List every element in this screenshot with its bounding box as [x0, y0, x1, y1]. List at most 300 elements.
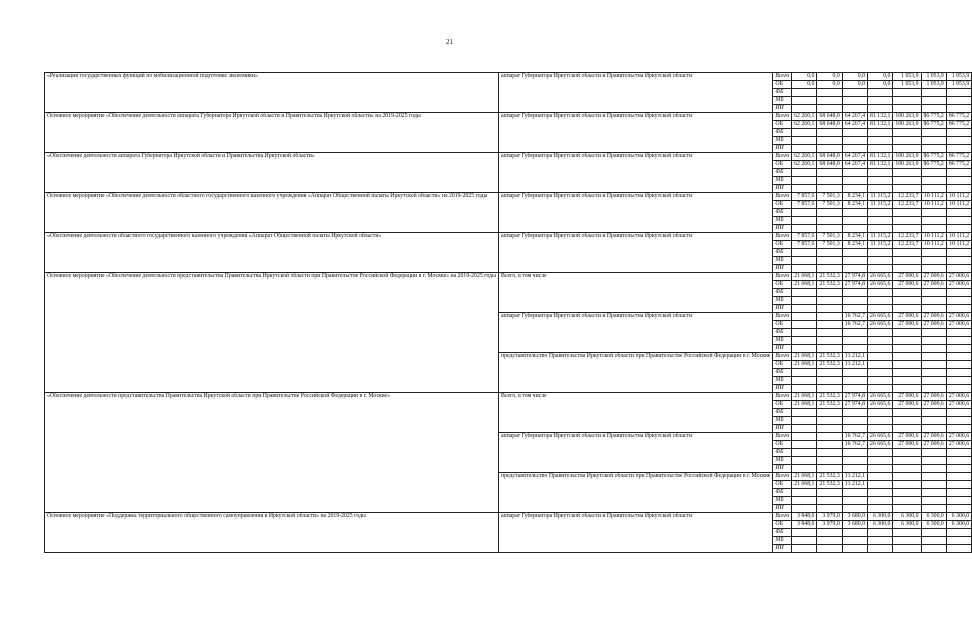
- funding-source-cell: ФБ: [773, 169, 792, 177]
- amount-cell: [893, 481, 921, 489]
- amount-cell: [792, 265, 817, 273]
- amount-cell: [893, 417, 921, 425]
- amount-cell: [868, 505, 893, 513]
- amount-cell: [868, 497, 893, 505]
- amount-cell: [921, 209, 946, 217]
- amount-cell: [868, 449, 893, 457]
- amount-cell: [921, 177, 946, 185]
- table-row: [45, 233, 972, 241]
- amount-cell: [868, 257, 893, 265]
- amount-cell: [893, 537, 921, 545]
- amount-cell: 7 501,3: [817, 201, 842, 209]
- amount-cell: [817, 217, 842, 225]
- funding-source-cell: ОБ: [773, 281, 792, 289]
- amount-cell: [842, 465, 867, 473]
- amount-cell: [868, 353, 893, 361]
- amount-cell: [868, 177, 893, 185]
- amount-cell: [817, 345, 842, 353]
- amount-cell: 11 115,2: [868, 241, 893, 249]
- funding-source-cell: ИИ: [773, 145, 792, 153]
- amount-cell: 10 111,2: [946, 193, 971, 201]
- funding-source-cell: МБ: [773, 457, 792, 465]
- funding-source-cell: ОБ: [773, 441, 792, 449]
- amount-cell: [921, 473, 946, 481]
- amount-cell: [946, 305, 971, 313]
- amount-cell: [842, 289, 867, 297]
- funding-source-cell: ИИ: [773, 265, 792, 273]
- amount-cell: [921, 449, 946, 457]
- amount-cell: [817, 489, 842, 497]
- amount-cell: 27 000,6: [921, 281, 946, 289]
- amount-cell: 8 234,1: [842, 233, 867, 241]
- amount-cell: 3 848,6: [792, 521, 817, 529]
- amount-cell: 11 115,2: [868, 193, 893, 201]
- amount-cell: [792, 465, 817, 473]
- funding-source-cell: ИИ: [773, 225, 792, 233]
- amount-cell: [792, 321, 817, 329]
- amount-cell: [842, 369, 867, 377]
- amount-cell: [946, 353, 971, 361]
- amount-cell: 1 053,9: [921, 81, 946, 89]
- amount-cell: [946, 97, 971, 105]
- amount-cell: 21 668,1: [792, 361, 817, 369]
- funding-source-cell: МБ: [773, 97, 792, 105]
- amount-cell: [946, 505, 971, 513]
- funding-source-cell: МБ: [773, 297, 792, 305]
- amount-cell: [946, 417, 971, 425]
- amount-cell: [921, 353, 946, 361]
- amount-cell: [921, 529, 946, 537]
- amount-cell: 27 000,6: [946, 401, 971, 409]
- amount-cell: 10 111,2: [946, 201, 971, 209]
- amount-cell: 27 000,6: [893, 281, 921, 289]
- amount-cell: 27 000,6: [921, 401, 946, 409]
- funding-source-cell: ОБ: [773, 401, 792, 409]
- amount-cell: 27 000,6: [893, 441, 921, 449]
- amount-cell: 64 267,4: [842, 153, 867, 161]
- amount-cell: [893, 209, 921, 217]
- amount-cell: 27 000,6: [946, 273, 971, 281]
- amount-cell: [921, 265, 946, 273]
- amount-cell: [868, 265, 893, 273]
- amount-cell: [842, 137, 867, 145]
- amount-cell: [817, 545, 842, 553]
- measure-name-cell: Основное мероприятие «Поддержка территориального общественного самоуправления в Иркутской области» на 2019-2025 годы: [45, 513, 499, 553]
- amount-cell: [921, 169, 946, 177]
- amount-cell: [817, 409, 842, 417]
- funding-source-cell: Всего: [773, 433, 792, 441]
- amount-cell: [893, 529, 921, 537]
- table-row: [45, 513, 972, 521]
- amount-cell: 27 000,6: [893, 313, 921, 321]
- amount-cell: 64 267,4: [842, 121, 867, 129]
- funding-source-cell: ФБ: [773, 409, 792, 417]
- amount-cell: 0,0: [842, 73, 867, 81]
- amount-cell: [792, 337, 817, 345]
- amount-cell: [842, 497, 867, 505]
- amount-cell: [893, 257, 921, 265]
- amount-cell: [868, 137, 893, 145]
- amount-cell: [842, 177, 867, 185]
- amount-cell: 8 234,1: [842, 201, 867, 209]
- amount-cell: [792, 433, 817, 441]
- amount-cell: [842, 337, 867, 345]
- amount-cell: [946, 497, 971, 505]
- amount-cell: 6 300,0: [893, 521, 921, 529]
- funding-source-cell: ФБ: [773, 89, 792, 97]
- amount-cell: 27 974,8: [842, 393, 867, 401]
- amount-cell: [893, 177, 921, 185]
- amount-cell: [893, 497, 921, 505]
- amount-cell: [868, 417, 893, 425]
- amount-cell: [893, 137, 921, 145]
- funding-source-cell: ИИ: [773, 305, 792, 313]
- amount-cell: [817, 257, 842, 265]
- amount-cell: [817, 369, 842, 377]
- amount-cell: [921, 297, 946, 305]
- amount-cell: [921, 257, 946, 265]
- amount-cell: 12 233,7: [893, 193, 921, 201]
- amount-cell: [792, 329, 817, 337]
- amount-cell: [921, 225, 946, 233]
- amount-cell: [921, 305, 946, 313]
- amount-cell: [946, 265, 971, 273]
- page-number: 21: [446, 38, 453, 46]
- amount-cell: 7 501,3: [817, 193, 842, 201]
- amount-cell: 11 212,1: [842, 481, 867, 489]
- amount-cell: [842, 105, 867, 113]
- executor-cell: аппарат Губернатора Иркутской области и Правительства Иркутской области: [499, 113, 773, 153]
- amount-cell: 1 053,9: [893, 81, 921, 89]
- amount-cell: [893, 289, 921, 297]
- funding-source-cell: ИИ: [773, 545, 792, 553]
- amount-cell: [817, 449, 842, 457]
- funding-source-cell: ФБ: [773, 289, 792, 297]
- amount-cell: [921, 249, 946, 257]
- measure-name-cell: «Обеспечение деятельности аппарата Губернатора Иркутской области и Правительства Иркутской области»: [45, 153, 499, 193]
- amount-cell: [868, 481, 893, 489]
- amount-cell: [868, 489, 893, 497]
- amount-cell: [817, 465, 842, 473]
- amount-cell: 27 000,6: [946, 313, 971, 321]
- amount-cell: 26 665,6: [868, 393, 893, 401]
- amount-cell: [817, 105, 842, 113]
- amount-cell: 7 857,6: [792, 233, 817, 241]
- amount-cell: 86 775,2: [921, 121, 946, 129]
- amount-cell: [946, 257, 971, 265]
- amount-cell: 21 532,3: [817, 481, 842, 489]
- funding-source-cell: Всего: [773, 233, 792, 241]
- amount-cell: [921, 129, 946, 137]
- amount-cell: [893, 105, 921, 113]
- amount-cell: [946, 337, 971, 345]
- amount-cell: [921, 481, 946, 489]
- amount-cell: [893, 353, 921, 361]
- amount-cell: [792, 185, 817, 193]
- amount-cell: [817, 425, 842, 433]
- table-row: [45, 393, 972, 401]
- amount-cell: 81 132,1: [868, 121, 893, 129]
- amount-cell: [817, 169, 842, 177]
- amount-cell: [792, 505, 817, 513]
- amount-cell: [792, 145, 817, 153]
- amount-cell: [946, 185, 971, 193]
- amount-cell: [842, 417, 867, 425]
- amount-cell: [921, 145, 946, 153]
- amount-cell: [792, 225, 817, 233]
- executor-cell: аппарат Губернатора Иркутской области и Правительства Иркутской области: [499, 433, 773, 473]
- amount-cell: 26 665,6: [868, 433, 893, 441]
- amount-cell: [842, 537, 867, 545]
- amount-cell: 26 665,6: [868, 273, 893, 281]
- amount-cell: 6 300,0: [868, 521, 893, 529]
- amount-cell: [817, 249, 842, 257]
- amount-cell: 86 775,2: [946, 113, 971, 121]
- amount-cell: [792, 177, 817, 185]
- amount-cell: [868, 545, 893, 553]
- amount-cell: [946, 361, 971, 369]
- amount-cell: [868, 377, 893, 385]
- amount-cell: 26 665,6: [868, 321, 893, 329]
- amount-cell: [792, 409, 817, 417]
- funding-source-cell: Всего: [773, 353, 792, 361]
- funding-source-cell: МБ: [773, 177, 792, 185]
- amount-cell: [921, 217, 946, 225]
- amount-cell: [893, 489, 921, 497]
- amount-cell: [921, 185, 946, 193]
- amount-cell: [792, 313, 817, 321]
- amount-cell: 27 000,6: [921, 441, 946, 449]
- funding-source-cell: Всего: [773, 153, 792, 161]
- amount-cell: [842, 257, 867, 265]
- amount-cell: 6 300,0: [946, 521, 971, 529]
- amount-cell: [946, 449, 971, 457]
- amount-cell: [842, 377, 867, 385]
- amount-cell: 64 267,4: [842, 161, 867, 169]
- amount-cell: 7 501,3: [817, 233, 842, 241]
- amount-cell: 26 665,6: [868, 281, 893, 289]
- amount-cell: 10 111,2: [946, 241, 971, 249]
- amount-cell: [921, 489, 946, 497]
- amount-cell: [946, 89, 971, 97]
- amount-cell: [893, 337, 921, 345]
- executor-cell: Всего, в том числе: [499, 273, 773, 313]
- funding-source-cell: ФБ: [773, 129, 792, 137]
- amount-cell: [792, 489, 817, 497]
- amount-cell: 21 668,1: [792, 281, 817, 289]
- amount-cell: [946, 249, 971, 257]
- table-row: [45, 273, 972, 281]
- executor-cell: аппарат Губернатора Иркутской области и Правительства Иркутской области: [499, 233, 773, 273]
- amount-cell: [893, 129, 921, 137]
- funding-source-cell: ОБ: [773, 161, 792, 169]
- funding-source-cell: ФБ: [773, 449, 792, 457]
- amount-cell: [946, 481, 971, 489]
- amount-cell: 100 263,0: [893, 113, 921, 121]
- amount-cell: 3 680,0: [842, 513, 867, 521]
- amount-cell: [792, 249, 817, 257]
- amount-cell: [817, 321, 842, 329]
- amount-cell: [817, 505, 842, 513]
- amount-cell: [817, 385, 842, 393]
- executor-cell: аппарат Губернатора Иркутской области и Правительства Иркутской области: [499, 193, 773, 233]
- amount-cell: [893, 217, 921, 225]
- amount-cell: [842, 329, 867, 337]
- amount-cell: 26 665,6: [868, 313, 893, 321]
- amount-cell: 11 115,2: [868, 201, 893, 209]
- amount-cell: [893, 361, 921, 369]
- amount-cell: 0,0: [792, 81, 817, 89]
- executor-cell: представительство Правительства Иркутской области при Правительстве Российской Федерации в г. Москве: [499, 353, 773, 393]
- amount-cell: [817, 97, 842, 105]
- executor-cell: Всего, в том числе: [499, 393, 773, 433]
- amount-cell: 26 665,6: [868, 441, 893, 449]
- amount-cell: [842, 97, 867, 105]
- funding-source-cell: ОБ: [773, 521, 792, 529]
- amount-cell: [792, 441, 817, 449]
- amount-cell: 27 974,8: [842, 281, 867, 289]
- amount-cell: 27 000,6: [893, 393, 921, 401]
- amount-cell: 62 260,1: [792, 153, 817, 161]
- amount-cell: [842, 545, 867, 553]
- amount-cell: [921, 337, 946, 345]
- amount-cell: 10 111,2: [921, 193, 946, 201]
- amount-cell: [921, 425, 946, 433]
- amount-cell: 21 532,3: [817, 473, 842, 481]
- funding-source-cell: МБ: [773, 137, 792, 145]
- amount-cell: [921, 105, 946, 113]
- amount-cell: [792, 257, 817, 265]
- amount-cell: [792, 97, 817, 105]
- amount-cell: 27 000,6: [946, 433, 971, 441]
- funding-source-cell: Всего: [773, 313, 792, 321]
- amount-cell: [817, 305, 842, 313]
- amount-cell: 27 000,6: [946, 393, 971, 401]
- funding-source-cell: ФБ: [773, 529, 792, 537]
- amount-cell: 86 775,2: [946, 161, 971, 169]
- amount-cell: 27 000,6: [946, 441, 971, 449]
- amount-cell: [842, 457, 867, 465]
- amount-cell: [792, 345, 817, 353]
- amount-cell: [921, 377, 946, 385]
- amount-cell: 68 648,0: [817, 153, 842, 161]
- measure-name-cell: Основное мероприятие «Обеспечение деятельности аппарата Губернатора Иркутской области и Правительства Иркутской области» на 2019-2025 годы: [45, 113, 499, 153]
- amount-cell: [946, 385, 971, 393]
- amount-cell: [893, 457, 921, 465]
- amount-cell: [817, 289, 842, 297]
- amount-cell: 27 000,6: [921, 313, 946, 321]
- amount-cell: [817, 89, 842, 97]
- amount-cell: [893, 505, 921, 513]
- amount-cell: 62 260,1: [792, 121, 817, 129]
- amount-cell: 27 000,6: [893, 401, 921, 409]
- amount-cell: [893, 185, 921, 193]
- amount-cell: 11 115,2: [868, 233, 893, 241]
- amount-cell: 27 000,6: [893, 273, 921, 281]
- amount-cell: [868, 97, 893, 105]
- amount-cell: 7 501,3: [817, 241, 842, 249]
- amount-cell: [792, 537, 817, 545]
- amount-cell: [817, 441, 842, 449]
- amount-cell: 1 053,9: [921, 73, 946, 81]
- amount-cell: 27 000,6: [893, 321, 921, 329]
- funding-source-cell: ИИ: [773, 385, 792, 393]
- amount-cell: 3 680,0: [842, 521, 867, 529]
- measure-name-cell: Основное мероприятие «Обеспечение деятельности представительства Правительства Иркутской области при Правительстве Российской Федерации в г. Москве» на 2019-2025 годы: [45, 273, 499, 393]
- amount-cell: [946, 489, 971, 497]
- amount-cell: [817, 417, 842, 425]
- amount-cell: [868, 529, 893, 537]
- amount-cell: [893, 449, 921, 457]
- funding-source-cell: МБ: [773, 537, 792, 545]
- amount-cell: [921, 417, 946, 425]
- amount-cell: [921, 289, 946, 297]
- amount-cell: 11 212,1: [842, 473, 867, 481]
- amount-cell: [921, 465, 946, 473]
- funding-source-cell: ИИ: [773, 505, 792, 513]
- amount-cell: [921, 369, 946, 377]
- measure-name-cell: «Обеспечение деятельности областного государственного казенного учреждения «Аппарат Общественной палаты Иркутской области»: [45, 233, 499, 273]
- table-row: [45, 73, 972, 81]
- amount-cell: 100 263,0: [893, 153, 921, 161]
- funding-source-cell: МБ: [773, 337, 792, 345]
- amount-cell: 100 263,0: [893, 161, 921, 169]
- funding-source-cell: Всего: [773, 73, 792, 81]
- amount-cell: 10 111,2: [946, 233, 971, 241]
- amount-cell: 21 532,3: [817, 361, 842, 369]
- funding-source-cell: ИИ: [773, 425, 792, 433]
- funding-source-cell: ИИ: [773, 345, 792, 353]
- amount-cell: 6 300,0: [868, 513, 893, 521]
- amount-cell: 86 775,2: [921, 161, 946, 169]
- amount-cell: [868, 473, 893, 481]
- amount-cell: 62 260,1: [792, 161, 817, 169]
- amount-cell: [893, 369, 921, 377]
- amount-cell: [921, 137, 946, 145]
- amount-cell: [842, 505, 867, 513]
- amount-cell: [792, 217, 817, 225]
- amount-cell: [842, 265, 867, 273]
- amount-cell: 68 648,0: [817, 121, 842, 129]
- amount-cell: [842, 225, 867, 233]
- amount-cell: [792, 377, 817, 385]
- funding-source-cell: ФБ: [773, 489, 792, 497]
- amount-cell: 27 000,6: [921, 321, 946, 329]
- amount-cell: [946, 297, 971, 305]
- amount-cell: [817, 225, 842, 233]
- amount-cell: [792, 529, 817, 537]
- amount-cell: [817, 529, 842, 537]
- amount-cell: [868, 209, 893, 217]
- amount-cell: [842, 425, 867, 433]
- amount-cell: [946, 545, 971, 553]
- amount-cell: [921, 497, 946, 505]
- amount-cell: 0,0: [792, 73, 817, 81]
- amount-cell: [842, 129, 867, 137]
- amount-cell: [842, 209, 867, 217]
- amount-cell: [893, 329, 921, 337]
- amount-cell: 21 532,3: [817, 393, 842, 401]
- amount-cell: [817, 457, 842, 465]
- amount-cell: [868, 329, 893, 337]
- amount-cell: 27 000,6: [921, 273, 946, 281]
- amount-cell: [842, 529, 867, 537]
- amount-cell: [868, 345, 893, 353]
- executor-cell: аппарат Губернатора Иркутской области и Правительства Иркутской области: [499, 313, 773, 353]
- amount-cell: 21 532,3: [817, 273, 842, 281]
- amount-cell: [842, 305, 867, 313]
- amount-cell: 86 775,2: [946, 121, 971, 129]
